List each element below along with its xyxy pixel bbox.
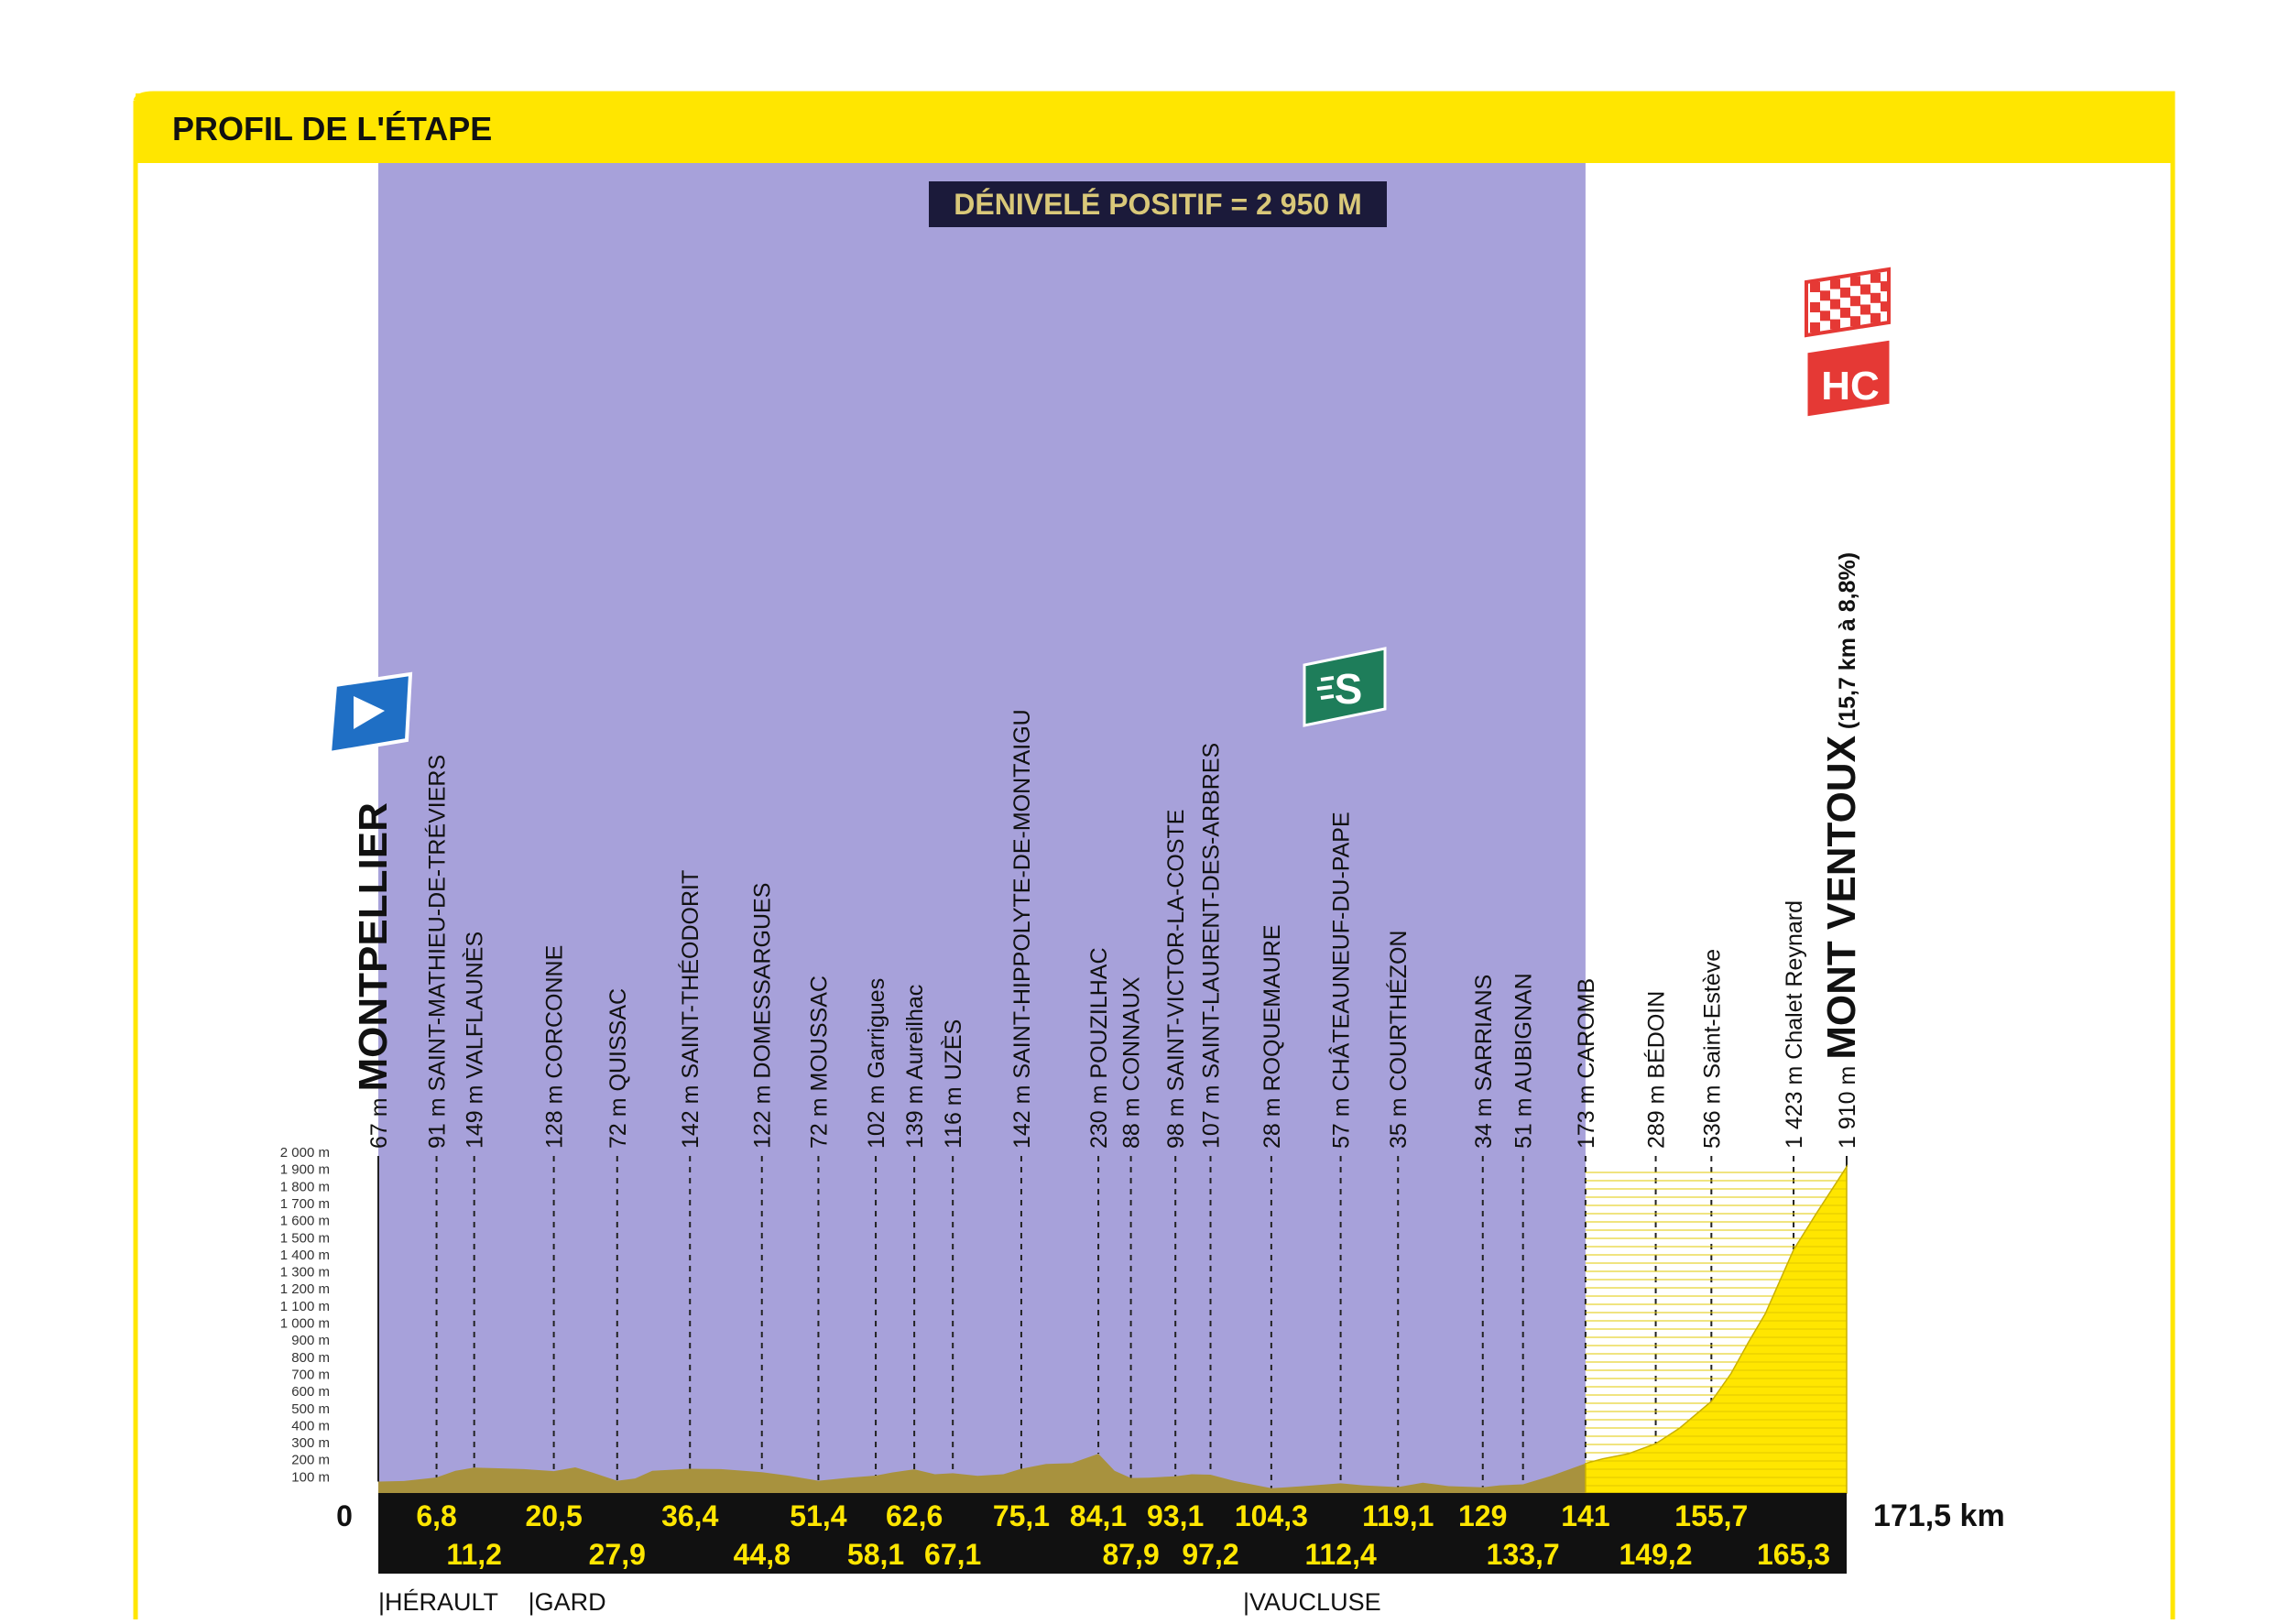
checker-square [1840,308,1850,318]
location-altitude: 139 m [902,1079,929,1149]
location-altitude: 91 m [424,1091,451,1149]
y-tick-label: 500 m [291,1401,330,1417]
y-tick-label: 100 m [291,1469,330,1486]
location-name: MOUSSAC [806,975,833,1092]
km-label-upper: 62,6 [885,1499,943,1532]
checker-square [1850,316,1860,326]
y-tick-label: 200 m [291,1452,330,1468]
location-name: CHÂTEAUNEUF-DU-PAPE [1328,812,1355,1092]
location-altitude: 72 m [806,1091,833,1149]
location-text [1782,900,1807,1149]
svg-text:S: S [1334,665,1363,713]
location-text [1328,812,1355,1149]
km-total-label: 171,5 km [1873,1499,2005,1533]
location-name: CORCONNE [541,944,568,1079]
location-label [1699,949,1725,1149]
elevation-banner: DÉNIVELÉ POSITIF = 2 950 M [954,188,1362,221]
location-name: Aureilhac [902,984,929,1080]
location-altitude: 289 m [1643,1078,1670,1149]
location-text [462,932,488,1149]
location-name: POUZILHAC [1086,947,1113,1079]
checker-square [1850,296,1860,306]
location-name: UZÈS [941,1019,967,1081]
location-text [750,883,776,1149]
km-label-lower: 44,8 [733,1538,791,1571]
y-tick-label: 600 m [291,1384,330,1401]
location-text [605,988,631,1149]
checker-square [1830,320,1840,330]
km-label-upper: 155,7 [1674,1499,1749,1532]
region-label: |VAUCLUSE [1243,1588,1381,1616]
location-note: (15,7 km à 8,8%) [1835,551,1860,736]
location-name: VALFLAUNÈS [462,931,488,1079]
location-label [1385,931,1412,1149]
checker-square [1810,322,1820,332]
highlight-zone [378,163,1586,1493]
y-tick-label: 900 m [291,1333,330,1349]
location-text [1086,947,1112,1149]
location-name: MONT VENTOUX [1819,736,1864,1060]
location-label [1009,709,1035,1149]
location-altitude: 1 423 m [1782,1059,1808,1149]
km-strip [336,1493,2005,1616]
location-name: CAROMB [1573,977,1599,1079]
km-origin-label: 0 [336,1499,353,1532]
checker-square [1881,301,1891,311]
location-text [1699,949,1725,1149]
region-label: |HÉRAULT [378,1588,499,1616]
location-altitude: 98 m [1163,1091,1190,1149]
km-label-lower: 67,1 [924,1538,982,1571]
location-altitude: 122 m [749,1078,776,1149]
y-tick-label: 1 300 m [279,1264,330,1281]
checker-square [1870,273,1881,283]
location-text [351,802,396,1149]
location-name: SAINT-LAURENT-DES-ARBRES [1198,742,1225,1079]
y-tick-label: 1 200 m [279,1281,330,1298]
y-tick-label: 400 m [291,1418,330,1434]
km-label-lower: 58,1 [846,1538,905,1571]
checker-square [1860,285,1870,295]
y-tick-label: 300 m [291,1435,330,1452]
checker-square [1860,305,1870,315]
location-name: QUISSAC [605,987,631,1092]
location-text [864,978,889,1149]
location-name: Saint-Estève [1699,948,1726,1079]
location-name: ROQUEMAURE [1259,924,1285,1092]
location-name: CONNAUX [1118,976,1145,1092]
location-label [1260,925,1285,1150]
location-altitude: 67 m [366,1091,392,1149]
location-text [902,985,928,1149]
location-name: SARRIANS [1470,974,1497,1092]
y-tick-label: 1 800 m [279,1179,330,1195]
location-altitude: 149 m [462,1078,488,1149]
location-text [1163,810,1189,1149]
km-label-upper: 20,5 [525,1499,583,1532]
location-altitude: 1 910 m [1835,1059,1860,1149]
location-label [806,975,832,1149]
location-name: Chalet Reynard [1782,900,1808,1060]
region-label: |GARD [528,1588,606,1616]
location-name: DOMESSARGUES [749,882,776,1079]
location-altitude: 230 m [1086,1078,1113,1149]
checker-square [1820,311,1830,321]
km-label-upper: 129 [1458,1499,1508,1532]
location-altitude: 142 m [1009,1078,1035,1149]
location-altitude: 173 m [1573,1078,1599,1149]
location-text [1119,976,1145,1149]
checker-square [1810,282,1820,292]
location-label [677,870,703,1149]
y-tick-label: 1 600 m [279,1213,330,1229]
y-tick-label: 1 000 m [279,1315,330,1332]
km-label-upper: 75,1 [992,1499,1051,1532]
y-tick-label: 1 100 m [279,1298,330,1314]
checker-square [1870,293,1881,303]
y-axis [280,1145,330,1485]
location-text [1574,978,1599,1149]
location-label [605,988,631,1149]
y-tick-label: 1 700 m [279,1195,330,1212]
location-altitude: 34 m [1470,1091,1497,1149]
location-text [1199,743,1225,1149]
location-text [940,1019,966,1149]
checker-square [1810,302,1820,312]
km-label-upper: 36,4 [661,1499,719,1532]
checker-square [1830,279,1840,289]
location-label [1086,947,1112,1149]
location-label [1199,743,1225,1149]
checker-square [1820,290,1830,300]
header-title: PROFIL DE L'ÉTAPE [172,110,493,147]
location-text [1385,931,1412,1149]
km-label-lower: 149,2 [1619,1538,1693,1571]
km-label-upper: 119,1 [1362,1499,1434,1532]
location-label [1819,552,1864,1149]
km-label-upper: 141 [1561,1499,1610,1532]
location-altitude: 102 m [864,1078,890,1149]
y-tick-label: 2 000 m [279,1145,330,1161]
location-name: AUBIGNAN [1510,973,1537,1093]
location-name: COURTHÉZON [1386,930,1412,1092]
location-altitude: 536 m [1699,1078,1726,1149]
location-name: BÉDOIN [1643,990,1670,1079]
location-label [750,883,776,1149]
location-altitude: 116 m [941,1080,967,1149]
location-altitude: 57 m [1328,1091,1355,1149]
location-name: SAINT-THÉODORIT [678,869,704,1079]
location-altitude: 128 m [541,1078,568,1149]
location-label [1163,810,1189,1149]
location-altitude: 72 m [605,1091,631,1149]
location-label [542,945,568,1149]
location-name: SAINT-MATHIEU-DE-TRÉVIERS [424,754,451,1092]
km-label-lower: 165,3 [1757,1538,1831,1571]
location-text [1009,709,1035,1149]
location-label [1328,812,1355,1149]
y-tick-label: 700 m [291,1367,330,1383]
km-label-lower: 97,2 [1182,1538,1239,1571]
location-label [864,978,889,1149]
location-label [1119,976,1145,1149]
location-text [1819,552,1864,1149]
location-altitude: 28 m [1259,1091,1285,1149]
location-text [424,755,451,1149]
km-label-upper: 104,3 [1234,1499,1308,1532]
location-label [940,1019,966,1149]
location-label [1574,978,1599,1149]
location-altitude: 142 m [678,1078,704,1149]
location-label [462,932,488,1149]
y-tick-label: 1 500 m [279,1230,330,1247]
location-name: Garrigues [864,977,890,1079]
location-label [1511,973,1537,1149]
checker-square [1870,313,1881,323]
km-label-upper: 6,8 [416,1499,457,1532]
location-text [806,975,832,1149]
checkered-flag-icon [1806,269,1891,335]
checker-square [1840,288,1850,298]
location-text [677,870,703,1149]
location-label [902,985,928,1149]
hc-label: HC [1821,364,1880,409]
checker-square [1850,276,1860,286]
km-label-lower: 87,9 [1102,1538,1160,1571]
hc-climb-icon [1806,339,1891,418]
location-name: SAINT-VICTOR-LA-COSTE [1163,809,1190,1092]
location-altitude: 35 m [1386,1091,1412,1149]
location-label [1643,991,1670,1149]
km-label-lower: 11,2 [446,1538,502,1571]
km-label-upper: 51,4 [790,1499,847,1532]
location-name: SAINT-HIPPOLYTE-DE-MONTAIGU [1009,709,1035,1079]
km-label-upper: 84,1 [1069,1499,1128,1532]
km-label-lower: 133,7 [1486,1538,1560,1571]
location-text [1643,991,1670,1149]
y-tick-label: 1 400 m [279,1247,330,1263]
location-altitude: 51 m [1510,1092,1537,1149]
location-label [351,802,396,1149]
start-flag-icon [330,674,410,753]
km-label-lower: 27,9 [588,1538,646,1571]
km-label-lower: 112,4 [1304,1538,1377,1571]
checker-square [1881,281,1891,291]
location-label [1471,975,1497,1149]
location-text [542,945,568,1149]
km-label-upper: 93,1 [1147,1499,1205,1532]
location-name: MONTPELLIER [351,802,396,1092]
location-text [1471,975,1497,1149]
location-text [1511,973,1537,1149]
y-tick-label: 1 900 m [279,1161,330,1178]
location-label [1782,900,1807,1149]
location-text [1260,925,1285,1150]
location-altitude: 88 m [1118,1091,1145,1149]
location-label [424,755,451,1149]
checker-square [1830,300,1840,310]
y-tick-label: 800 m [291,1349,330,1366]
location-altitude: 107 m [1198,1078,1225,1149]
